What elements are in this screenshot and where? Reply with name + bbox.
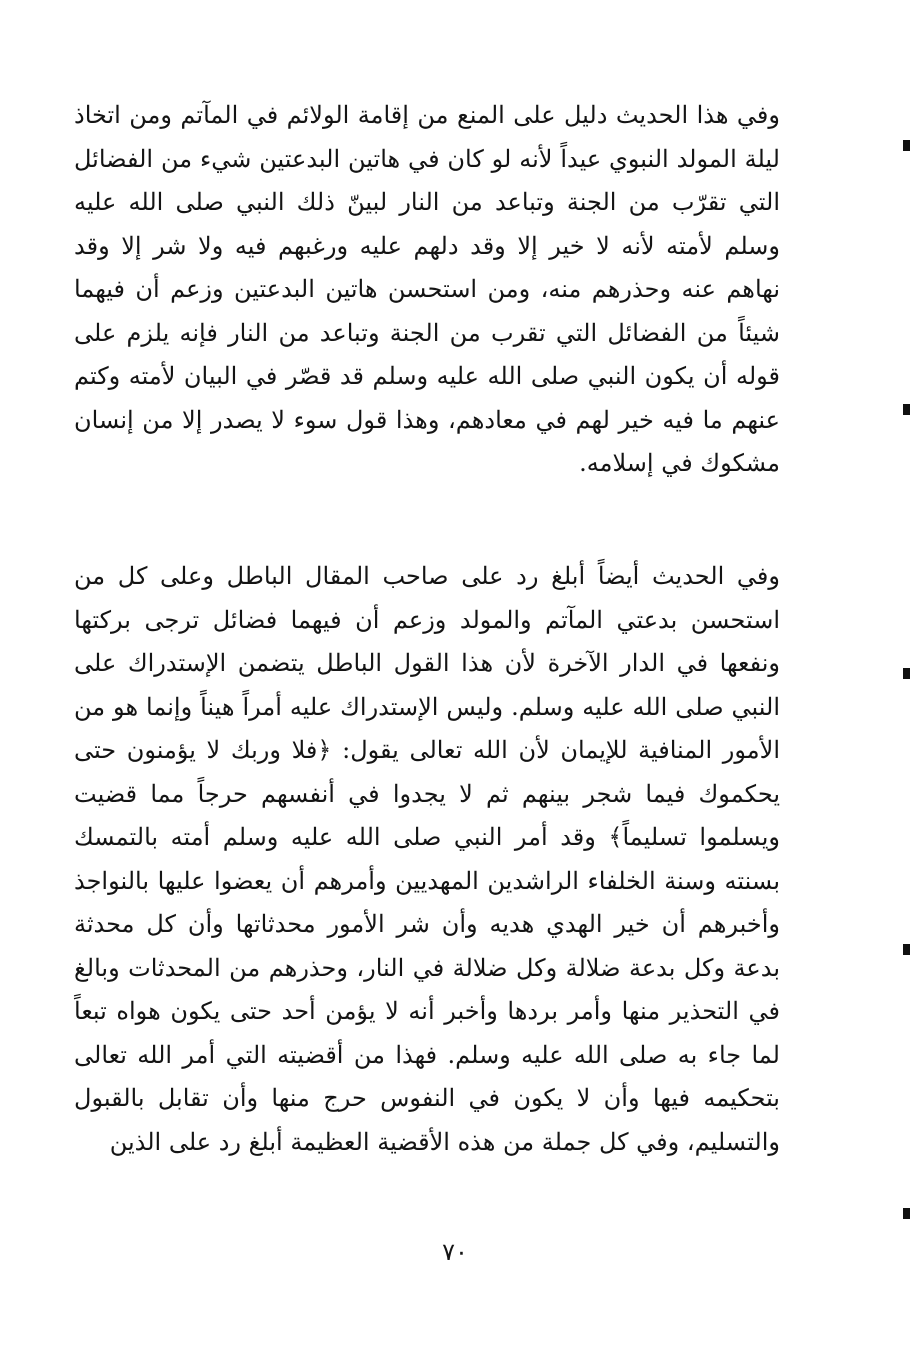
paragraph-1: وفي هذا الحديث دليل على المنع من إقامة الولائم في المآتم ومن اتخاذ ليلة المولد النبوي عيداً لأنه لو كان في هاتين البدعتين شيء من الفضائل التي تقرّب من الجنة وتباعد من النار لبينّ ذلك النبي صلى الله عليه وسلم لأمته لأنه لا خير إلا وقد دلهم عليه ورغبهم فيه ولا شر إلا وقد نهاهم عنه وحذرهم منه، ومن استحسن هاتين البدعتين وزعم أن فيهما شيئاً من الفضائل التي تقرب من الجنة وتباعد من النار فإنه يلزم على قوله أن يكون النبي صلى الله عليه وسلم قد قصّر في البيان لأمته وكتم عنهم ما فيه خير لهم في معادهم، وهذا قول سوء لا يصدر إلا من إنسان مشكوك في إسلامه. — [74, 101, 780, 477]
margin-mark — [903, 944, 910, 955]
margin-mark — [903, 404, 910, 415]
paragraph-2: وفي الحديث أيضاً أبلغ رد على صاحب المقال الباطل وعلى كل من استحسن بدعتي المآتم والمولد وزعم أن فيهما فضائل ترجى بركتها ونفعها في الدار الآخرة لأن هذا القول الباطل يتضمن الإستدراك على النبي صلى الله عليه وسلم. وليس الإستدراك عليه أمراً هيناً وإنما هو من الأمور المنافية للإيمان لأن الله تعالى يقول: ﴿فلا وربك لا يؤمنون حتى يحكموك فيما شجر بينهم ثم لا يجدوا في أنفسهم حرجاً مما قضيت ويسلموا تسليماً﴾ وقد أمر النبي صلى الله عليه وسلم أمته بالتمسك بسنته وسنة الخلفاء الراشدين المهديين وأمرهم أن يعضوا عليها بالنواجذ وأخبرهم أن خير الهدي هديه وأن شر الأمور محدثاتها وأن كل محدثة بدعة وكل بدعة ضلالة وكل ضلالة في النار، وحذرهم من المحدثات وبالغ في التحذير منها وأمر بردها وأخبر أنه لا يؤمن أحد حتى يكون هواه تبعاً لما جاء به صلى الله عليه وسلم. فهذا من أقضيته التي أمر الله تعالى بتحكيمه فيها وأن لا يكون في النفوس حرج منها وأن تقابل بالقبول والتسليم، وفي كل جملة من هذه الأقضية العظيمة أبلغ رد على الذين — [74, 562, 780, 1156]
page-number: ٧٠ — [442, 1238, 468, 1266]
margin-mark — [903, 1208, 910, 1219]
margin-mark — [903, 668, 910, 679]
margin-mark — [903, 140, 910, 151]
